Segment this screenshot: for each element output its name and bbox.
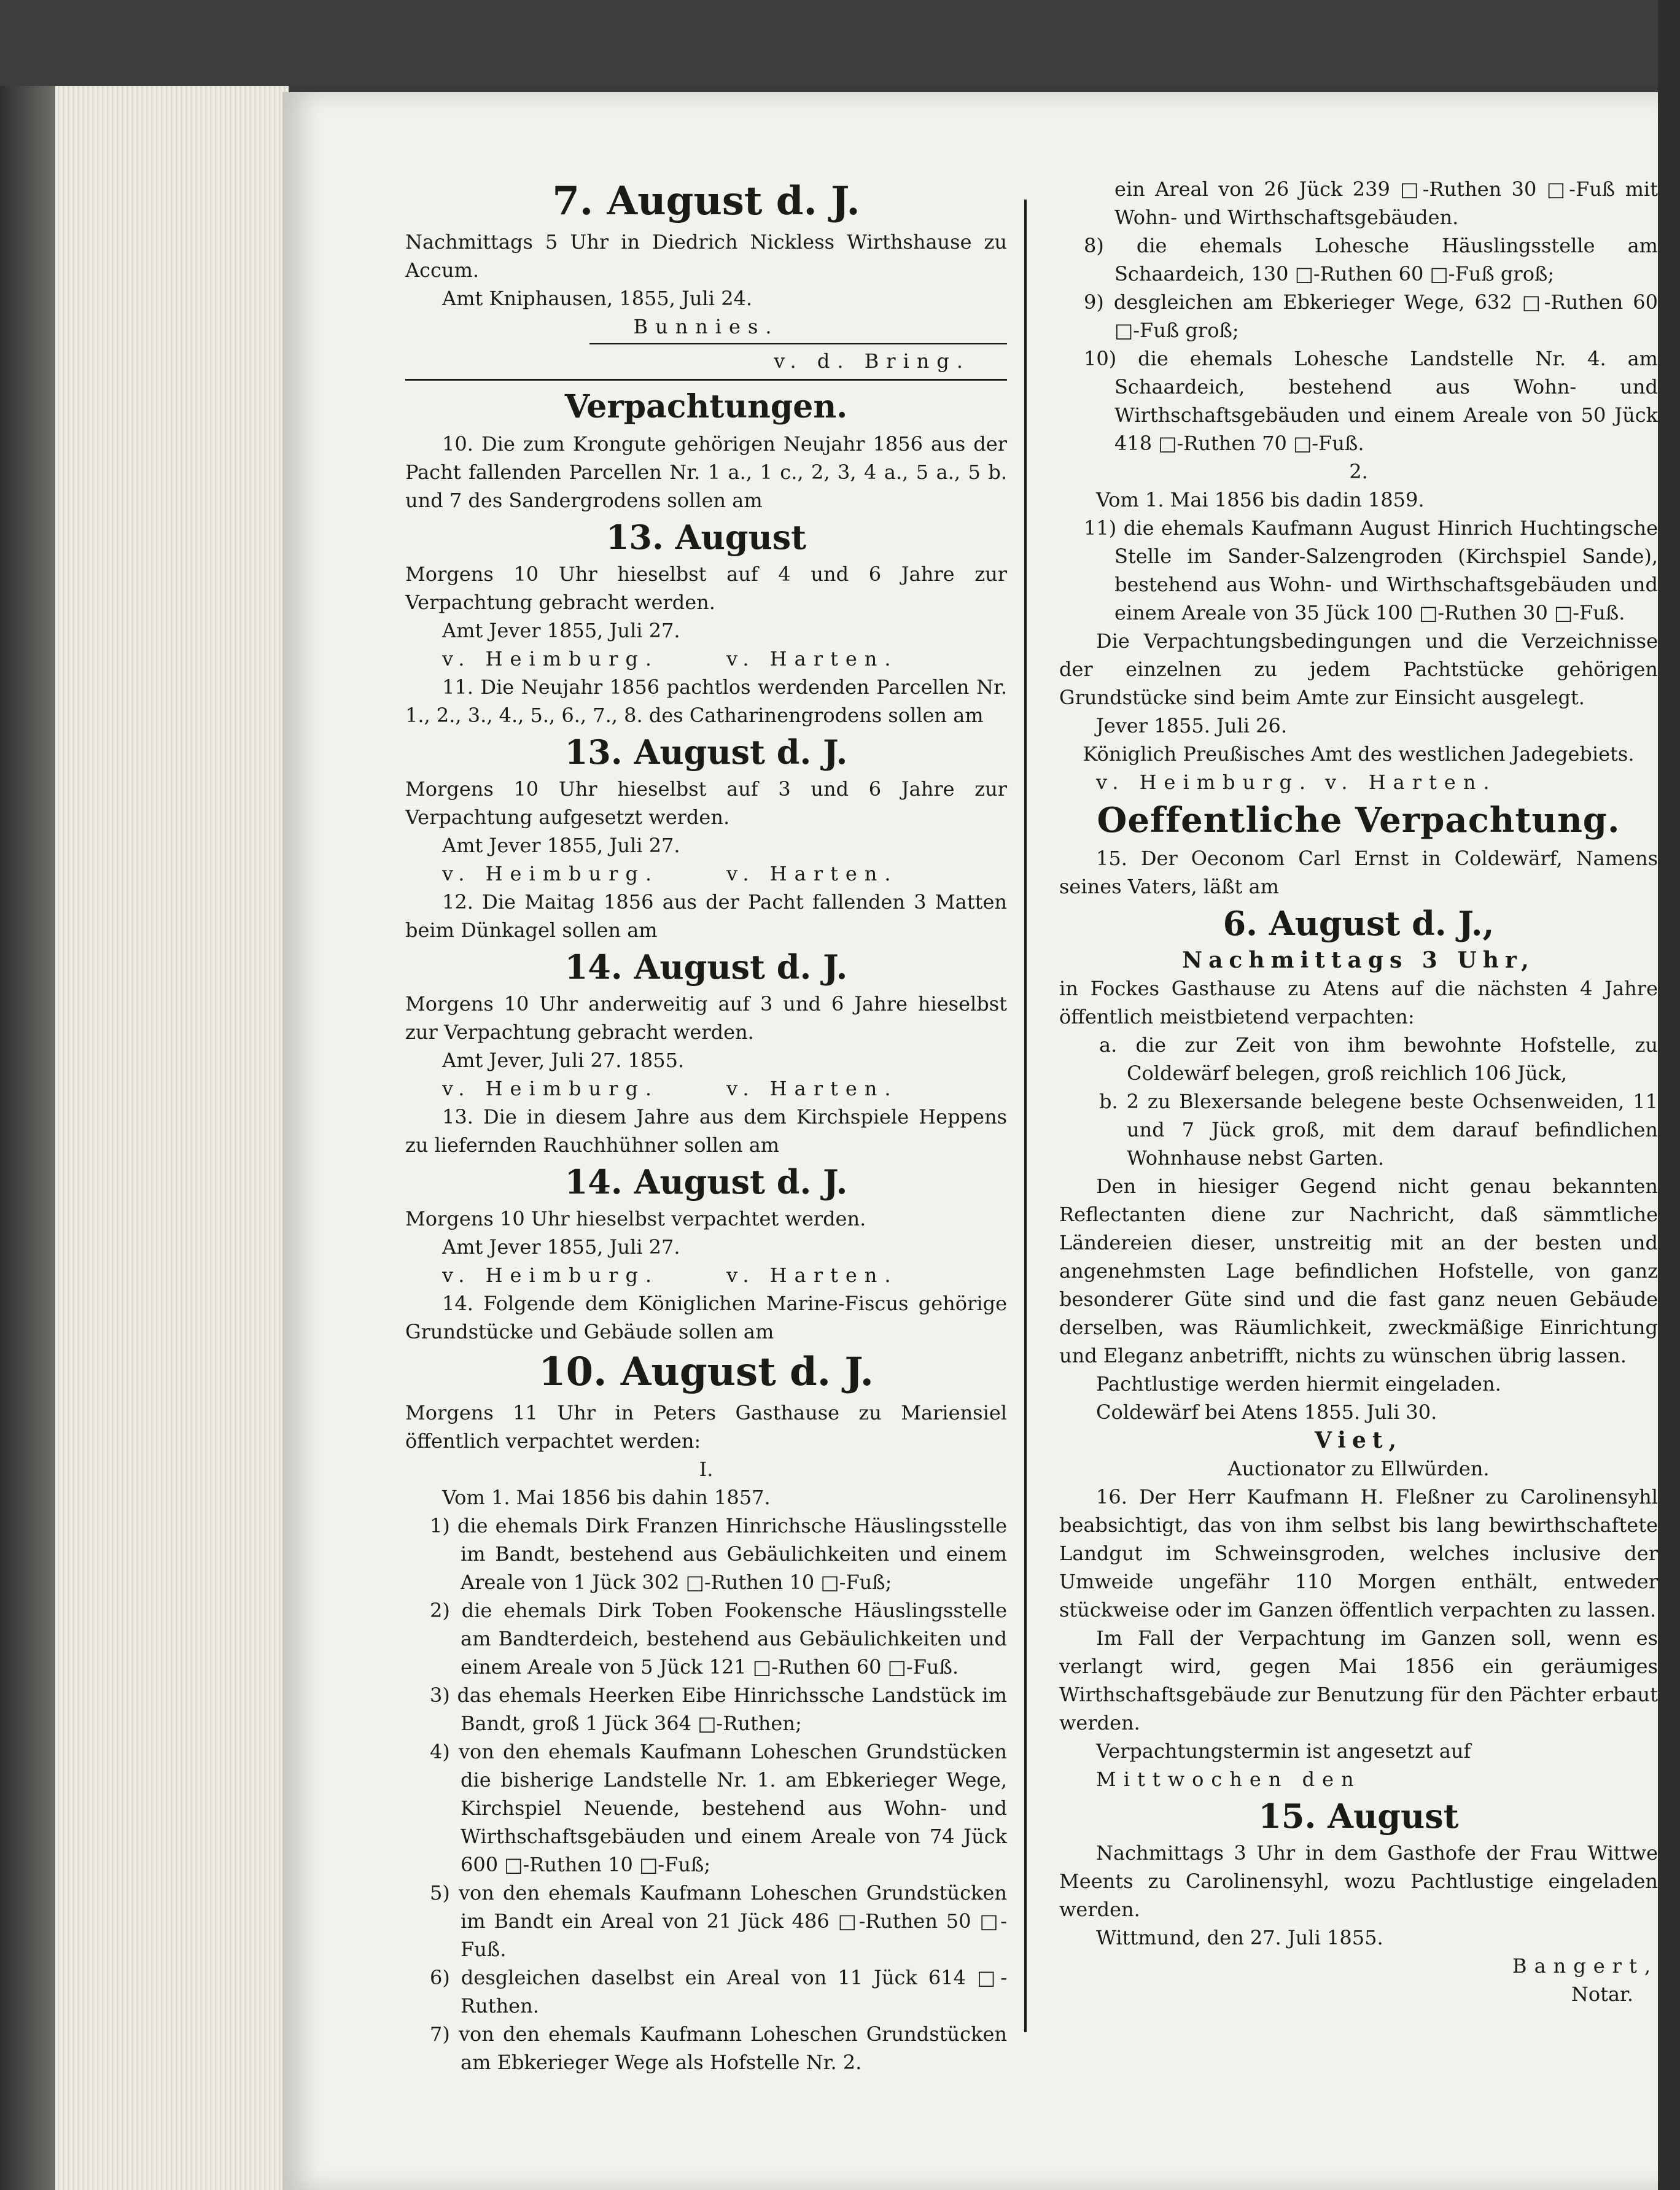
list-item: b. 2 zu Blexersande belegene beste Ochsenweiden, 11 und 7 Jück groß, mit dem darauf befindlichen Wohnhause nebst Garten.	[1099, 1090, 1658, 1170]
list-item: 9) desgleichen am Ebkerieger Wege, 632 □-Ruthen 60 □-Fuß groß;	[1084, 290, 1658, 342]
signature: v. Heimburg.	[442, 1264, 659, 1287]
list-item: 1) die ehemals Dirk Franzen Hinrichsche Häuslingsstelle im Bandt, bestehend aus Gebäulichkeiten und einem Areale von 1 Jück 302 □-Ruthen 10 □-Fuß;	[430, 1514, 1007, 1594]
notice-text: 13. Die in diesem Jahre aus dem Kirchspiele Heppens zu liefernden Rauchhühner sollen am	[405, 1105, 1007, 1157]
place-date: Coldewärf bei Atens 1855. Juli 30.	[1096, 1400, 1437, 1424]
list-item: 8) die ehemals Lohesche Häuslingsstelle am Schaardeich, 130 □-Ruthen 60 □-Fuß groß;	[1084, 234, 1658, 285]
signatures	[405, 860, 1007, 888]
notice-text: Verpachtungstermin ist angesetzt auf	[1096, 1739, 1471, 1763]
signature: v. d. Bring.	[774, 349, 970, 373]
list-item: 6) desgleichen daselbst ein Areal von 11 Jück 614 □-Ruthen.	[430, 1966, 1007, 2017]
office-date: Jever 1855. Juli 26.	[1096, 714, 1287, 737]
notice-text: Nachmittags 3 Uhr in dem Gasthofe der Frau Wittwe Meents zu Carolinensyhl, wozu Pachtlustige eingeladen werden.	[1059, 1841, 1658, 1921]
office-date: Amt Jever 1855, Juli 27.	[442, 619, 680, 642]
list-item: 2) die ehemals Dirk Toben Fookensche Häuslingsstelle am Bandterdeich, bestehend aus Gebäulichkeiten und einem Areale von 5 Jück 121 □-Ruthen 60 □-Fuß.	[430, 1599, 1007, 1679]
place-date: Wittmund, den 27. Juli 1855.	[1096, 1926, 1383, 1949]
right-column	[1059, 175, 1658, 2008]
signatures	[405, 1261, 1007, 1289]
signature: v. Harten.	[726, 862, 898, 885]
column-divider	[1024, 200, 1027, 2032]
notice-text: Morgens 10 Uhr hieselbst verpachtet werden.	[405, 1207, 866, 1230]
signature-role: Auctionator zu Ellwürden.	[1227, 1457, 1490, 1480]
notice-text: Im Fall der Verpachtung im Ganzen soll, wenn es verlangt wird, gegen Mai 1856 ein geräumiges Wirthschaftsgebäude zur Benutzung für den Pächter erbaut werden.	[1059, 1626, 1658, 1734]
signature: Bunnies.	[633, 315, 779, 338]
page-edges	[55, 86, 289, 2190]
date-heading: 7. August d. J.	[552, 178, 860, 224]
scanner-background	[0, 0, 1680, 86]
section-number: 2.	[1349, 460, 1368, 483]
notice-text: Morgens 11 Uhr in Peters Gasthause zu Mariensiel öffentlich verpachtet werden:	[405, 1401, 1007, 1453]
notice-text: Die Verpachtungsbedingungen und die Verzeichnisse der einzelnen zu jedem Pachtstücke gehörigen Grundstücke sind beim Amte zur Einsicht ausgelegt.	[1059, 629, 1658, 709]
notice-text: Morgens 10 Uhr hieselbst auf 3 und 6 Jahre zur Verpachtung aufgesetzt werden.	[405, 777, 1007, 829]
signatures	[1059, 768, 1658, 796]
list-item: 7) von den ehemals Kaufmann Loheschen Grundstücken am Ebkerieger Wege als Hofstelle Nr. 2.	[430, 2022, 1007, 2074]
period: Vom 1. Mai 1856 bis dadin 1859.	[1096, 488, 1425, 511]
scanner-edge	[1658, 0, 1680, 2190]
notice-text: Pachtlustige werden hiermit eingeladen.	[1096, 1372, 1501, 1396]
list-item-continued: ein Areal von 26 Jück 239 □-Ruthen 30 □-Fuß mit Wohn- und Wirthschaftsgebäuden.	[1114, 177, 1658, 229]
section-title: Verpachtungen.	[564, 388, 848, 425]
signature: v. Heimburg.	[442, 647, 659, 670]
office-date: Amt Jever, Juli 27. 1855.	[442, 1049, 685, 1072]
signature: Bangert,	[1512, 1954, 1658, 1978]
notice-text: Morgens 10 Uhr anderweitig auf 3 und 6 Jahre hieselbst zur Verpachtung gebracht werden.	[405, 992, 1007, 1044]
notice-text: Den in hiesiger Gegend nicht genau bekannten Reflectanten diene zur Nachricht, daß sämmtliche Ländereien dieser, unstreitig mit an der besten und angenehmsten Lage befindlichen Hofstelle, von ganz besonderer Güte sind und die fast ganz neuen Gebäude derselben, was Räumlichkeit, zweckmäßige Einrichtung und Eleganz anbetrifft, nichts zu wünschen übrig lassen.	[1059, 1175, 1658, 1367]
date-heading: 6. August d. J.,	[1223, 904, 1495, 943]
signatures	[405, 645, 1007, 673]
notice-text: 14. Folgende dem Königlichen Marine-Fiscus gehörige Grundstücke und Gebäude sollen am	[405, 1292, 1007, 1343]
list-item: 11) die ehemals Kaufmann August Hinrich Huchtingsche Stelle im Sander-Salzengroden (Kirchspiel Sande), bestehend aus Wohn- und Wirthschaftsgebäuden und einem Areale von 35 Jück 100 □-Ruthen 30 □-Fuß.	[1084, 516, 1658, 624]
date-heading: 14. August d. J.	[564, 1162, 848, 1202]
section-title: Oeffentliche Verpachtung.	[1097, 800, 1620, 841]
office-date: Amt Jever 1855, Juli 27.	[442, 1235, 680, 1259]
office-date: Amt Jever 1855, Juli 27.	[442, 834, 680, 857]
paragraph: Nachmittags 5 Uhr in Diedrich Nickless Wirthshause zu Accum.	[405, 230, 1007, 282]
date-heading: 10. August d. J.	[539, 1349, 874, 1395]
date-heading: 13. August	[605, 518, 807, 557]
list-item: 4) von den ehemals Kaufmann Loheschen Grundstücken die bisherige Landstelle Nr. 1. am Ebkerieger Wege, Kirchspiel Neuende, bestehend aus Wohn- und Wirthschaftsgebäuden und einem Areale von 74 Jück 600 □-Ruthen 10 □-Fuß;	[430, 1740, 1007, 1876]
signature: v. Harten.	[726, 1264, 898, 1287]
notice-text: 11. Die Neujahr 1856 pachtlos werdenden Parcellen Nr. 1., 2., 3., 4., 5., 6., 7., 8. des Catharinengrodens sollen am	[405, 675, 1007, 727]
signatures	[405, 1074, 1007, 1103]
date-heading: 13. August d. J.	[564, 732, 848, 772]
section-number: I.	[699, 1458, 714, 1481]
signature-role: Notar.	[1571, 1982, 1633, 2006]
notice-text: 12. Die Maitag 1856 aus der Pacht fallenden 3 Matten beim Dünkagel sollen am	[405, 890, 1007, 942]
office-date: Amt Kniphausen, 1855, Juli 24.	[442, 287, 753, 310]
list-item: 3) das ehemals Heerken Eibe Hinrichssche Landstück im Bandt, groß 1 Jück 364 □-Ruthen;	[430, 1683, 1007, 1735]
date-heading: 14. August d. J.	[564, 947, 848, 987]
list-item: 10) die ehemals Lohesche Landstelle Nr. 4. am Schaardeich, bestehend aus Wohn- und Wirthschaftsgebäuden und einem Areale von 50 Jück 418 □-Ruthen 70 □-Fuß.	[1084, 347, 1658, 455]
notice-text: 15. Der Oeconom Carl Ernst in Coldewärf, Namens seines Vaters, läßt am	[1059, 847, 1658, 898]
notice-text: in Fockes Gasthause zu Atens auf die nächsten 4 Jahre öffentlich meistbietend verpachten:	[1059, 977, 1658, 1028]
signature: v. Harten.	[1325, 771, 1497, 794]
list-item: a. die zur Zeit von ihm bewohnte Hofstelle, zu Coldewärf belegen, groß reichlich 106 Jück,	[1099, 1033, 1658, 1085]
signature: v. Heimburg.	[1096, 771, 1313, 794]
signature: v. Heimburg.	[442, 862, 659, 885]
weekday: Mittwochen den	[1096, 1768, 1361, 1791]
divider	[589, 343, 1007, 344]
signature: v. Heimburg.	[442, 1077, 659, 1100]
signature: Viet,	[1314, 1427, 1403, 1453]
time-heading: Nachmittags 3 Uhr,	[1182, 947, 1535, 973]
divider	[405, 379, 1007, 381]
left-column	[405, 175, 1007, 2076]
signature: v. Harten.	[726, 647, 898, 670]
date-heading: 15. August	[1258, 1796, 1459, 1836]
signature: v. Harten.	[726, 1077, 898, 1100]
list-item: 5) von den ehemals Kaufmann Loheschen Grundstücken im Bandt ein Areal von 21 Jück 486 □-Ruthen 50 □-Fuß.	[430, 1881, 1007, 1961]
notice-text: Morgens 10 Uhr hieselbst auf 4 und 6 Jahre zur Verpachtung gebracht werden.	[405, 562, 1007, 614]
office-name: Königlich Preußisches Amt des westlichen Jadegebiets.	[1083, 742, 1635, 766]
notice-text: 16. Der Herr Kaufmann H. Fleßner zu Carolinensyhl beabsichtigt, das von ihm selbst bis lang bewirthschaftete Landgut im Schweinsgroden, welches inclusive der Umweide ungefähr 110 Morgen enthält, entweder stückweise oder im Ganzen öffentlich verpachten zu lassen.	[1059, 1485, 1658, 1621]
notice-text: 10. Die zum Krongute gehörigen Neujahr 1856 aus der Pacht fallenden Parcellen Nr. 1 a., 1 c., 2, 3, 4 a., 5 a., 5 b. und 7 des Sandergrodens sollen am	[405, 432, 1007, 512]
period: Vom 1. Mai 1856 bis dahin 1857.	[442, 1486, 771, 1509]
